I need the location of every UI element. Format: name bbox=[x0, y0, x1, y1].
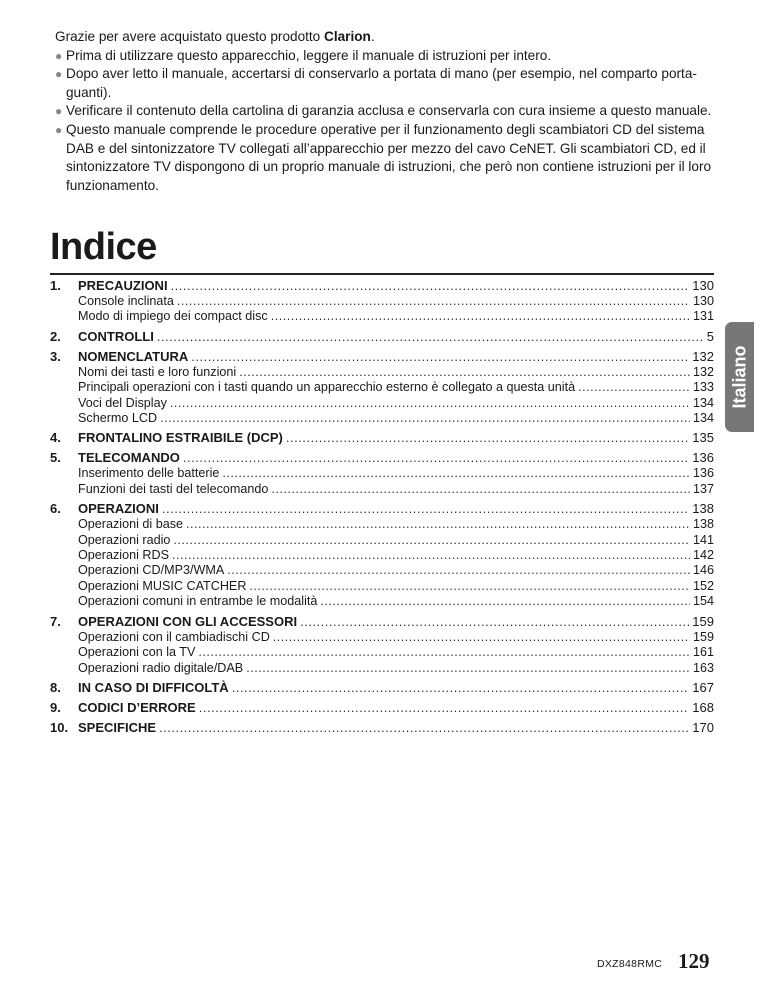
section-number: 7. bbox=[50, 613, 61, 629]
toc-section-heading bbox=[50, 680, 714, 696]
section-number: 9. bbox=[50, 699, 61, 715]
dot-leader bbox=[239, 365, 690, 380]
entry-label: OPERAZIONI CON GLI ACCESSORI bbox=[78, 613, 298, 629]
toc-subentry bbox=[50, 482, 714, 497]
entry-label: CODICI D’ERRORE bbox=[78, 699, 196, 715]
toc-section-heading bbox=[50, 720, 714, 736]
entry-page: 138 bbox=[692, 517, 714, 532]
title-rule bbox=[50, 273, 714, 275]
dot-leader bbox=[246, 661, 690, 676]
entry-label: Operazioni MUSIC CATCHER bbox=[78, 578, 247, 593]
entry-page: 137 bbox=[692, 481, 714, 496]
entry-label: Funzioni dei tasti del telecomando bbox=[78, 481, 269, 496]
entry-label: Operazioni con il cambiadischi CD bbox=[78, 629, 270, 644]
dot-leader bbox=[249, 579, 690, 594]
entry-label: Principali operazioni con i tasti quando un apparecchio esterno è collegato a questa unità bbox=[78, 380, 576, 395]
entry-page: 163 bbox=[692, 660, 714, 675]
toc-subentry bbox=[50, 548, 714, 563]
dot-leader bbox=[172, 548, 690, 563]
entry-label: Operazioni con la TV bbox=[78, 645, 196, 660]
section-number: 8. bbox=[50, 679, 61, 695]
entry-page: 159 bbox=[692, 629, 714, 644]
dot-leader bbox=[170, 396, 690, 411]
entry-label: FRONTALINO ESTRAIBILE (DCP) bbox=[78, 430, 283, 446]
entry-label: Voci del Display bbox=[78, 395, 167, 410]
toc-section bbox=[50, 501, 714, 609]
entry-page: 130 bbox=[692, 294, 714, 308]
dot-leader bbox=[171, 278, 690, 294]
intro-bullets bbox=[55, 47, 720, 196]
toc-section bbox=[50, 700, 714, 716]
toc-subentry bbox=[50, 517, 714, 532]
toc-section bbox=[50, 430, 714, 446]
intro-bullet: ● Dopo aver letto il manuale, accertarsi di conservarlo a portata di mano (per esempio, nel comparto porta-guanti). bbox=[55, 66, 697, 100]
dot-leader bbox=[191, 349, 689, 365]
toc-section-heading bbox=[50, 614, 714, 630]
bullet-dot-icon: ● bbox=[55, 104, 63, 119]
toc-subentry bbox=[50, 411, 714, 426]
entry-label: Console inclinata bbox=[78, 294, 174, 308]
section-number: 2. bbox=[50, 328, 61, 344]
entry-page: 5 bbox=[706, 328, 714, 344]
toc-subentry bbox=[50, 579, 714, 594]
dot-leader bbox=[159, 720, 689, 736]
bullet-dot-icon: ● bbox=[55, 48, 63, 63]
dot-leader bbox=[578, 380, 690, 395]
entry-page: 133 bbox=[692, 380, 714, 395]
language-tab bbox=[725, 322, 754, 432]
dot-leader bbox=[222, 466, 690, 481]
entry-page: 136 bbox=[692, 450, 714, 466]
toc-subentry bbox=[50, 533, 714, 548]
dot-leader bbox=[162, 501, 689, 517]
entry-label: Nomi dei tasti e loro funzioni bbox=[78, 364, 237, 379]
dot-leader bbox=[186, 517, 690, 532]
page-number: 129 bbox=[678, 949, 710, 973]
entry-page: 161 bbox=[692, 645, 714, 660]
entry-page: 170 bbox=[692, 719, 714, 735]
entry-label: IN CASO DI DIFFICOLTÀ bbox=[78, 679, 229, 695]
dot-leader bbox=[157, 329, 704, 345]
section-number: 10. bbox=[50, 719, 69, 735]
toc-section-heading bbox=[50, 278, 714, 294]
entry-label: TELECOMANDO bbox=[78, 450, 180, 466]
dot-leader bbox=[286, 430, 689, 446]
entry-label: Inserimento delle batterie bbox=[78, 466, 220, 481]
toc-section-heading bbox=[50, 450, 714, 466]
dot-leader bbox=[300, 614, 689, 630]
section-number: 6. bbox=[50, 501, 61, 517]
entry-label: Operazioni CD/MP3/WMA bbox=[78, 563, 225, 578]
toc-section-heading bbox=[50, 430, 714, 446]
entry-page: 135 bbox=[692, 430, 714, 446]
intro-bullet: ● Questo manuale comprende le procedure operative per il funzionamento degli scambiatori CD del sistema DAB e del sintonizzatore TV collegati all’apparecchio per mezzo del cavo CeNET. Gli scambiatori CD, ed il sintonizzatore TV dispongono di un proprio manuale di istruzioni, che però non contiene istruzioni per il loro funzionamento. bbox=[55, 121, 712, 193]
page-title: Indice bbox=[50, 226, 157, 268]
section-number: 1. bbox=[50, 278, 61, 293]
toc-subentry bbox=[50, 365, 714, 380]
entry-label: Operazioni comuni in entrambe le modalità bbox=[78, 594, 318, 609]
entry-page: 154 bbox=[692, 594, 714, 609]
entry-page: 167 bbox=[692, 679, 714, 695]
intro-lead: Grazie per avere acquistato questo prodotto Clarion. bbox=[55, 29, 375, 44]
entry-label: Operazioni di base bbox=[78, 517, 184, 532]
entry-label: Modo di impiego dei compact disc bbox=[78, 309, 268, 324]
toc-section-heading bbox=[50, 329, 714, 345]
toc-section bbox=[50, 614, 714, 676]
section-number: 3. bbox=[50, 348, 61, 364]
toc-subentry bbox=[50, 630, 714, 645]
toc-subentry bbox=[50, 563, 714, 578]
entry-page: 132 bbox=[692, 348, 714, 364]
entry-label: Operazioni radio digitale/DAB bbox=[78, 660, 244, 675]
toc-subentry bbox=[50, 594, 714, 609]
dot-leader bbox=[232, 680, 690, 696]
toc-section bbox=[50, 349, 714, 427]
dot-leader bbox=[271, 309, 690, 324]
toc-subentry bbox=[50, 466, 714, 481]
entry-page: 134 bbox=[692, 411, 714, 426]
dot-leader bbox=[271, 482, 690, 497]
dot-leader bbox=[273, 630, 690, 645]
entry-label: PRECAUZIONI bbox=[78, 278, 168, 293]
toc-section bbox=[50, 450, 714, 497]
toc-subentry bbox=[50, 396, 714, 411]
toc-subentry bbox=[50, 661, 714, 676]
toc-section-heading bbox=[50, 349, 714, 365]
entry-label: OPERAZIONI bbox=[78, 501, 159, 517]
entry-page: 132 bbox=[692, 364, 714, 379]
entry-label: SPECIFICHE bbox=[78, 719, 157, 735]
entry-page: 130 bbox=[692, 278, 714, 293]
toc-subentry bbox=[50, 645, 714, 660]
entry-page: 142 bbox=[692, 548, 714, 563]
intro-bullet: ● Verificare il contenuto della cartolina di garanzia acclusa e conservarla con cura insieme a questo manuale. bbox=[55, 102, 720, 121]
entry-page: 159 bbox=[692, 613, 714, 629]
dot-leader bbox=[160, 411, 690, 426]
dot-leader bbox=[177, 294, 690, 309]
section-number: 4. bbox=[50, 430, 61, 446]
dot-leader bbox=[173, 533, 690, 548]
toc-section-heading bbox=[50, 501, 714, 517]
dot-leader bbox=[227, 563, 690, 578]
bullet-dot-icon: ● bbox=[55, 122, 63, 137]
toc-subentry bbox=[50, 294, 714, 309]
dot-leader bbox=[183, 450, 689, 466]
entry-page: 131 bbox=[692, 309, 714, 324]
entry-page: 134 bbox=[692, 395, 714, 410]
brand-name: Clarion bbox=[324, 29, 371, 44]
entry-label: NOMENCLATURA bbox=[78, 348, 189, 364]
bullet-dot-icon: ● bbox=[55, 67, 63, 82]
toc-section-heading bbox=[50, 700, 714, 716]
section-number: 5. bbox=[50, 450, 61, 466]
toc-subentry bbox=[50, 309, 714, 324]
intro-block bbox=[55, 28, 720, 195]
toc-section bbox=[50, 680, 714, 696]
toc-section bbox=[50, 720, 714, 736]
entry-page: 168 bbox=[692, 699, 714, 715]
model-code: DXZ848RMC bbox=[597, 958, 663, 970]
entry-label: Schermo LCD bbox=[78, 411, 158, 426]
dot-leader bbox=[199, 700, 690, 716]
entry-page: 138 bbox=[692, 501, 714, 517]
entry-label: Operazioni RDS bbox=[78, 548, 169, 563]
table-of-contents bbox=[50, 278, 714, 740]
entry-page: 136 bbox=[692, 466, 714, 481]
toc-subentry bbox=[50, 380, 714, 395]
dot-leader bbox=[320, 594, 690, 609]
toc-section bbox=[50, 278, 714, 325]
toc-section bbox=[50, 329, 714, 345]
intro-bullet: ● Prima di utilizzare questo apparecchio, leggere il manuale di istruzioni per intero. bbox=[55, 47, 720, 66]
entry-page: 152 bbox=[692, 578, 714, 593]
dot-leader bbox=[198, 645, 690, 660]
entry-label: CONTROLLI bbox=[78, 328, 154, 344]
entry-label: Operazioni radio bbox=[78, 532, 171, 547]
entry-page: 146 bbox=[692, 563, 714, 578]
language-tab-label: Italiano bbox=[729, 345, 749, 409]
entry-page: 141 bbox=[692, 532, 714, 547]
